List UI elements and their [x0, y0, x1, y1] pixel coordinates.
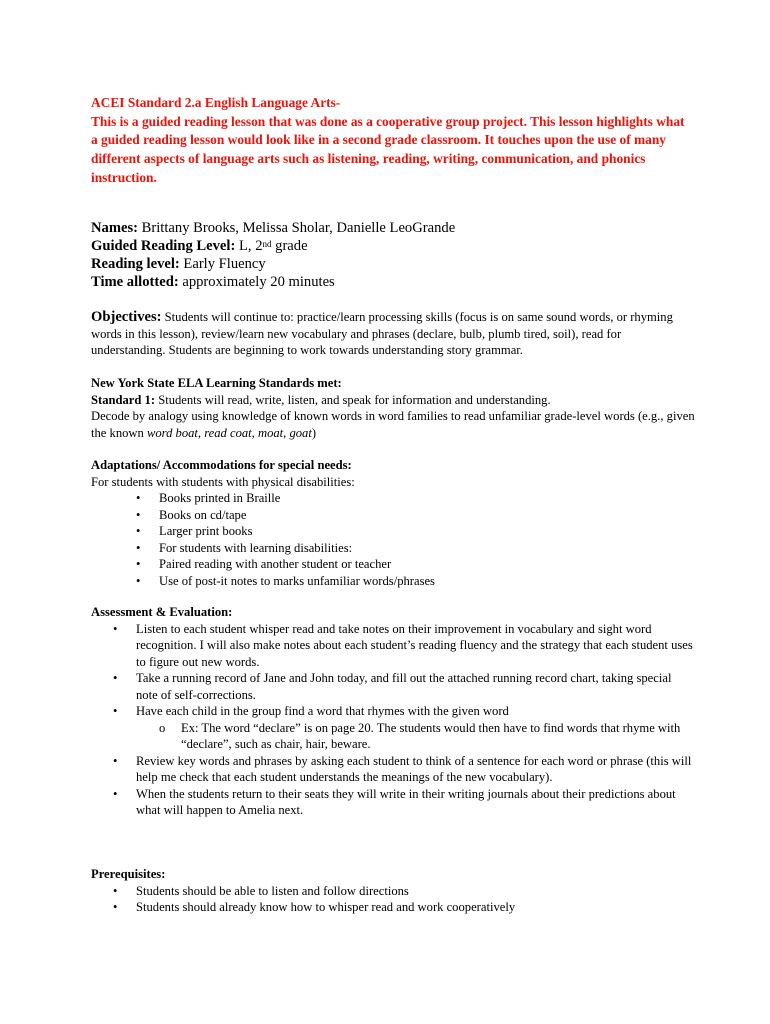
objectives-label: Objectives:: [91, 309, 162, 325]
adaptations-section: [91, 457, 696, 589]
adaptations-heading: Adaptations/ Accommodations for special needs:: [91, 458, 352, 472]
standard-header: [91, 94, 691, 188]
list-item: • Books printed in Braille: [91, 490, 696, 507]
adaptations-intro: For students with students with physical disabilities:: [91, 474, 355, 489]
objectives-text: Students will continue to: practice/learn processing skills (focus is on same sound words, or rhyming words in this lesson), review/learn new vocabulary and phrases (declare, bulb, plumb tired, soil), read for understanding. Students are beginning to work towards understanding story grammar.: [91, 310, 673, 357]
list-item: • Take a running record of Jane and John today, and fill out the attached running record chart, taking special note of self-corrections.: [91, 670, 696, 703]
list-item: • Students should be able to listen and follow directions: [91, 883, 696, 900]
list-item: [91, 703, 696, 753]
assessment-list: [91, 621, 696, 819]
lesson-info: [91, 219, 455, 291]
time-label: Time allotted:: [91, 274, 179, 290]
assessment-section: [91, 604, 696, 819]
list-item: • When the students return to their seats they will write in their writing journals about their predictions about what will happen to Amelia next.: [91, 786, 696, 819]
list-item: • Books on cd/tape: [91, 507, 696, 524]
names-label: Names:: [91, 220, 139, 236]
prerequisites-section: [91, 866, 696, 916]
assessment-sublist: [136, 720, 696, 753]
assessment-heading: Assessment & Evaluation:: [91, 605, 233, 619]
sub-list-item: o Ex: The word “declare” is on page 20. The students would then have to find words that rhyme with “declare”, such as chair, hair, beware.: [136, 720, 696, 753]
list-item: • Review key words and phrases by asking each student to think of a sentence for each word or phrase (this will help me check that each student understands the meanings of the new vocabulary).: [91, 753, 696, 786]
standard-title: ACEI Standard 2.a English Language Arts-: [91, 95, 341, 110]
standard-1-label: Standard 1:: [91, 392, 156, 407]
list-item: • For students with learning disabilities:: [91, 540, 696, 557]
decode-end: ): [311, 425, 317, 440]
reading-level-line: [91, 255, 455, 273]
objectives-section: [91, 309, 696, 359]
time-line: [91, 273, 455, 291]
list-item: • Students should already know how to whisper read and work cooperatively: [91, 899, 696, 916]
decode-italic: word boat, read coat, moat, goat: [146, 425, 312, 440]
list-item: • Larger print books: [91, 523, 696, 540]
standard-1-text: Students will read, write, listen, and speak for information and understanding.: [155, 392, 551, 407]
list-item: • Paired reading with another student or teacher: [91, 556, 696, 573]
guided-reading-label: Guided Reading Level:: [91, 238, 236, 254]
grade-ordinal: nd: [262, 239, 272, 249]
decode-main: Decode by analogy using knowledge of known words in word families to read unfamiliar grade-level words (e.g., given the known: [91, 409, 695, 440]
names-line: [91, 219, 455, 237]
standard-description: This is a guided reading lesson that was done as a cooperative group project. This lesson highlights what a guided reading lesson would look like in a second grade classroom. It touches upon the use of many different aspects of language arts such as listening, reading, writing, communication, and phonics instruction.: [91, 113, 685, 185]
time-value: approximately 20 minutes: [178, 274, 335, 290]
standard-1: [91, 392, 696, 409]
list-item-text: • Have each child in the group find a word that rhymes with the given word: [136, 704, 509, 718]
standards-section: [91, 375, 696, 441]
adaptations-list: [91, 490, 696, 589]
names-value: Brittany Brooks, Melissa Sholar, Danielle LeoGrande: [138, 220, 456, 236]
standards-heading: New York State ELA Learning Standards met:: [91, 376, 342, 390]
guided-reading-line: [91, 237, 455, 255]
list-item: • Listen to each student whisper read and take notes on their improvement in vocabulary and sight word recognition. I will also make notes about each student’s reading fluency and the strategy that each student uses to figure out new words.: [91, 621, 696, 671]
prerequisites-list: [91, 883, 696, 916]
list-item: • Use of post-it notes to marks unfamiliar words/phrases: [91, 573, 696, 590]
guided-reading-value: L, 2: [235, 238, 263, 254]
grade-suffix: grade: [271, 238, 308, 254]
prerequisites-heading: Prerequisites:: [91, 867, 166, 881]
reading-level-label: Reading level:: [91, 256, 180, 272]
decode-text: [91, 408, 696, 441]
reading-level-value: Early Fluency: [179, 256, 266, 272]
